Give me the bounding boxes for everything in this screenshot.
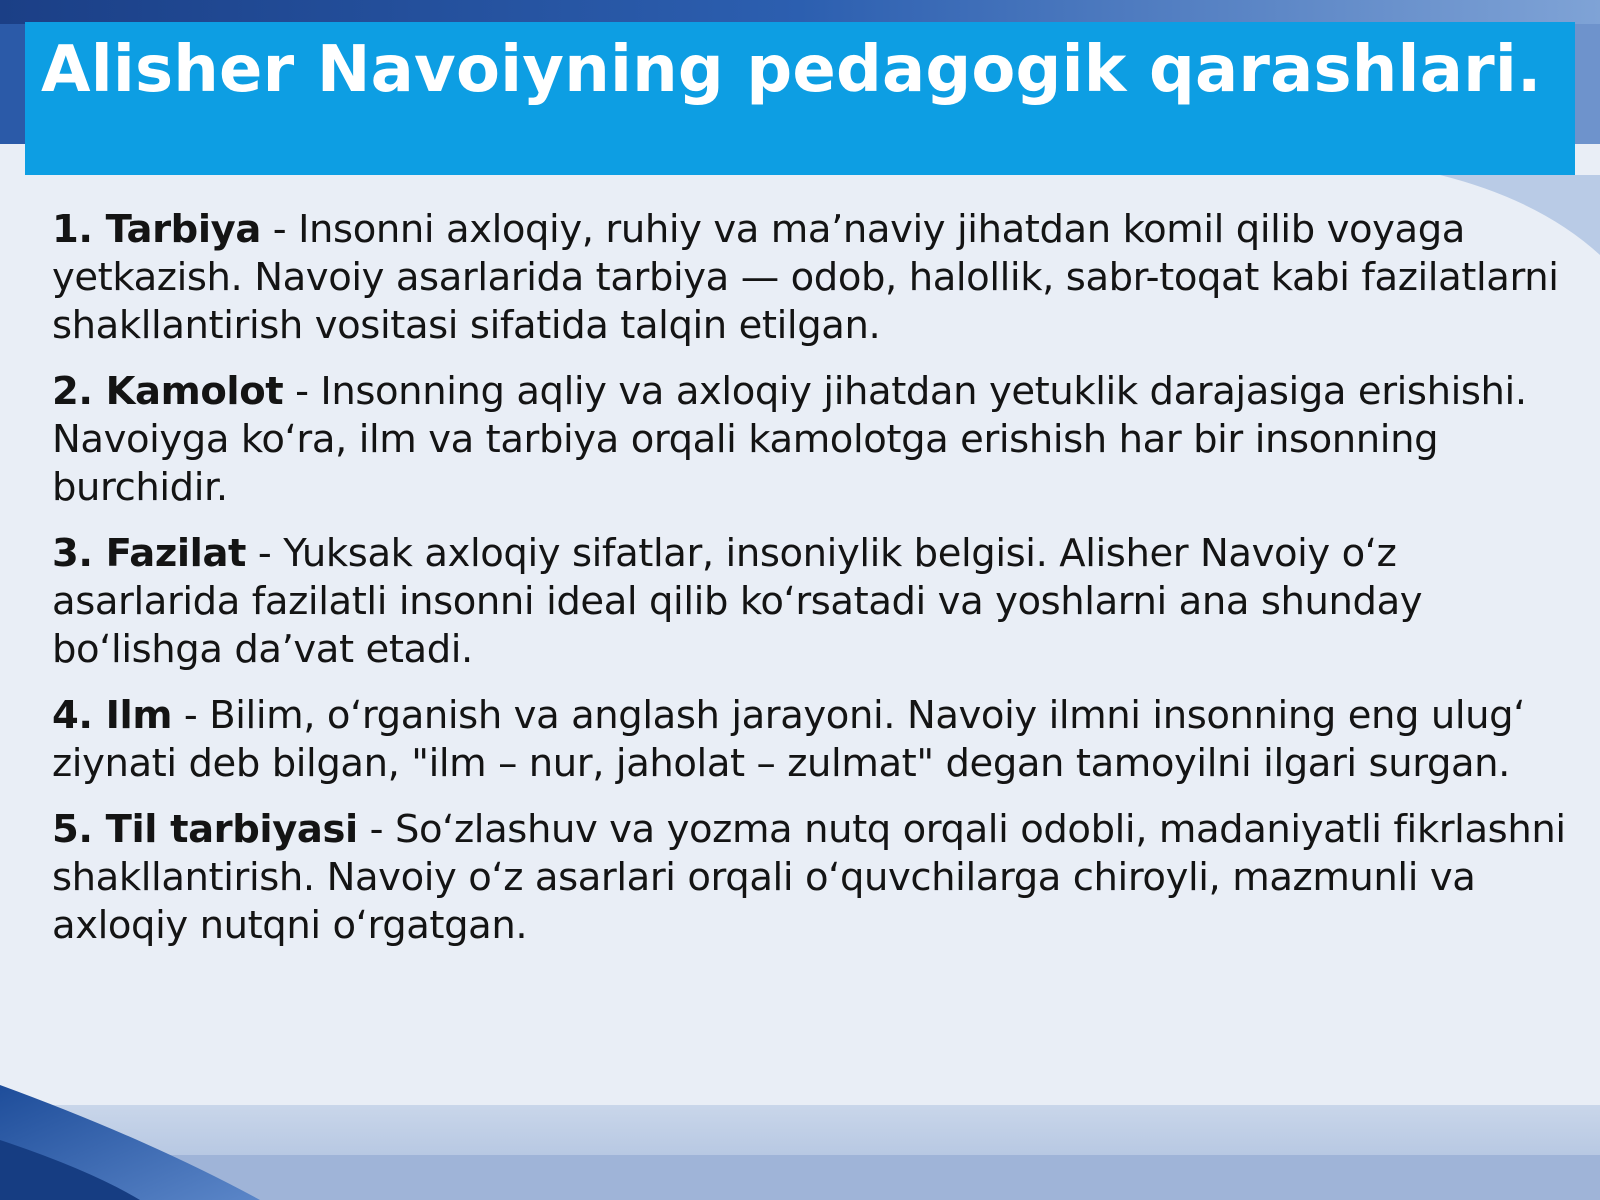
title-band	[25, 22, 1575, 175]
item-term: 2. Kamolot	[52, 369, 284, 414]
item-definition: - So‘zlashuv va yozma nutq orqali odobli, madaniyatli fikrlashni shakllantirish. Navoiy o‘z asarlari orqali o‘quvchilarga chiroyli, mazmunli va axloqiy nutqni o‘rgatgan.	[52, 807, 1566, 948]
list-item	[52, 530, 1577, 674]
list-item	[52, 806, 1577, 950]
list-item	[52, 206, 1577, 350]
list-item	[52, 692, 1577, 788]
item-term: 5. Til tarbiyasi	[52, 807, 358, 852]
item-definition: - Insonni axloqiy, ruhiy va ma’naviy jihatdan komil qilib voyaga yetkazish. Navoiy asarlarida tarbiya — odob, halollik, sabr-toqat kabi fazilatlarni shakllantirish vositasi sifatida talqin etilgan.	[52, 207, 1559, 348]
item-definition: - Insonning aqliy va axloqiy jihatdan yetuklik darajasiga erishishi. Navoiyga ko‘ra, ilm va tarbiya orqali kamolotga erishish har bir insonning burchidir.	[52, 369, 1527, 510]
content-list	[52, 206, 1577, 968]
item-term: 1. Tarbiya	[52, 207, 261, 252]
item-definition: - Bilim, o‘rganish va anglash jarayoni. Navoiy ilmni insonning eng ulug‘ ziynati deb bilgan, "ilm – nur, jaholat – zulmat" degan tamoyilni ilgari surgan.	[52, 693, 1526, 786]
list-item	[52, 368, 1577, 512]
item-term: 3. Fazilat	[52, 531, 247, 576]
item-term: 4. Ilm	[52, 693, 173, 738]
slide-title: Alisher Navoiyning pedagogik qarashlari.	[41, 33, 1542, 107]
item-definition: - Yuksak axloqiy sifatlar, insoniylik belgisi. Alisher Navoiy o‘z asarlarida fazilatli insonni ideal qilib ko‘rsatadi va yoshlarni ana shunday bo‘lishga da’vat etadi.	[52, 531, 1423, 672]
